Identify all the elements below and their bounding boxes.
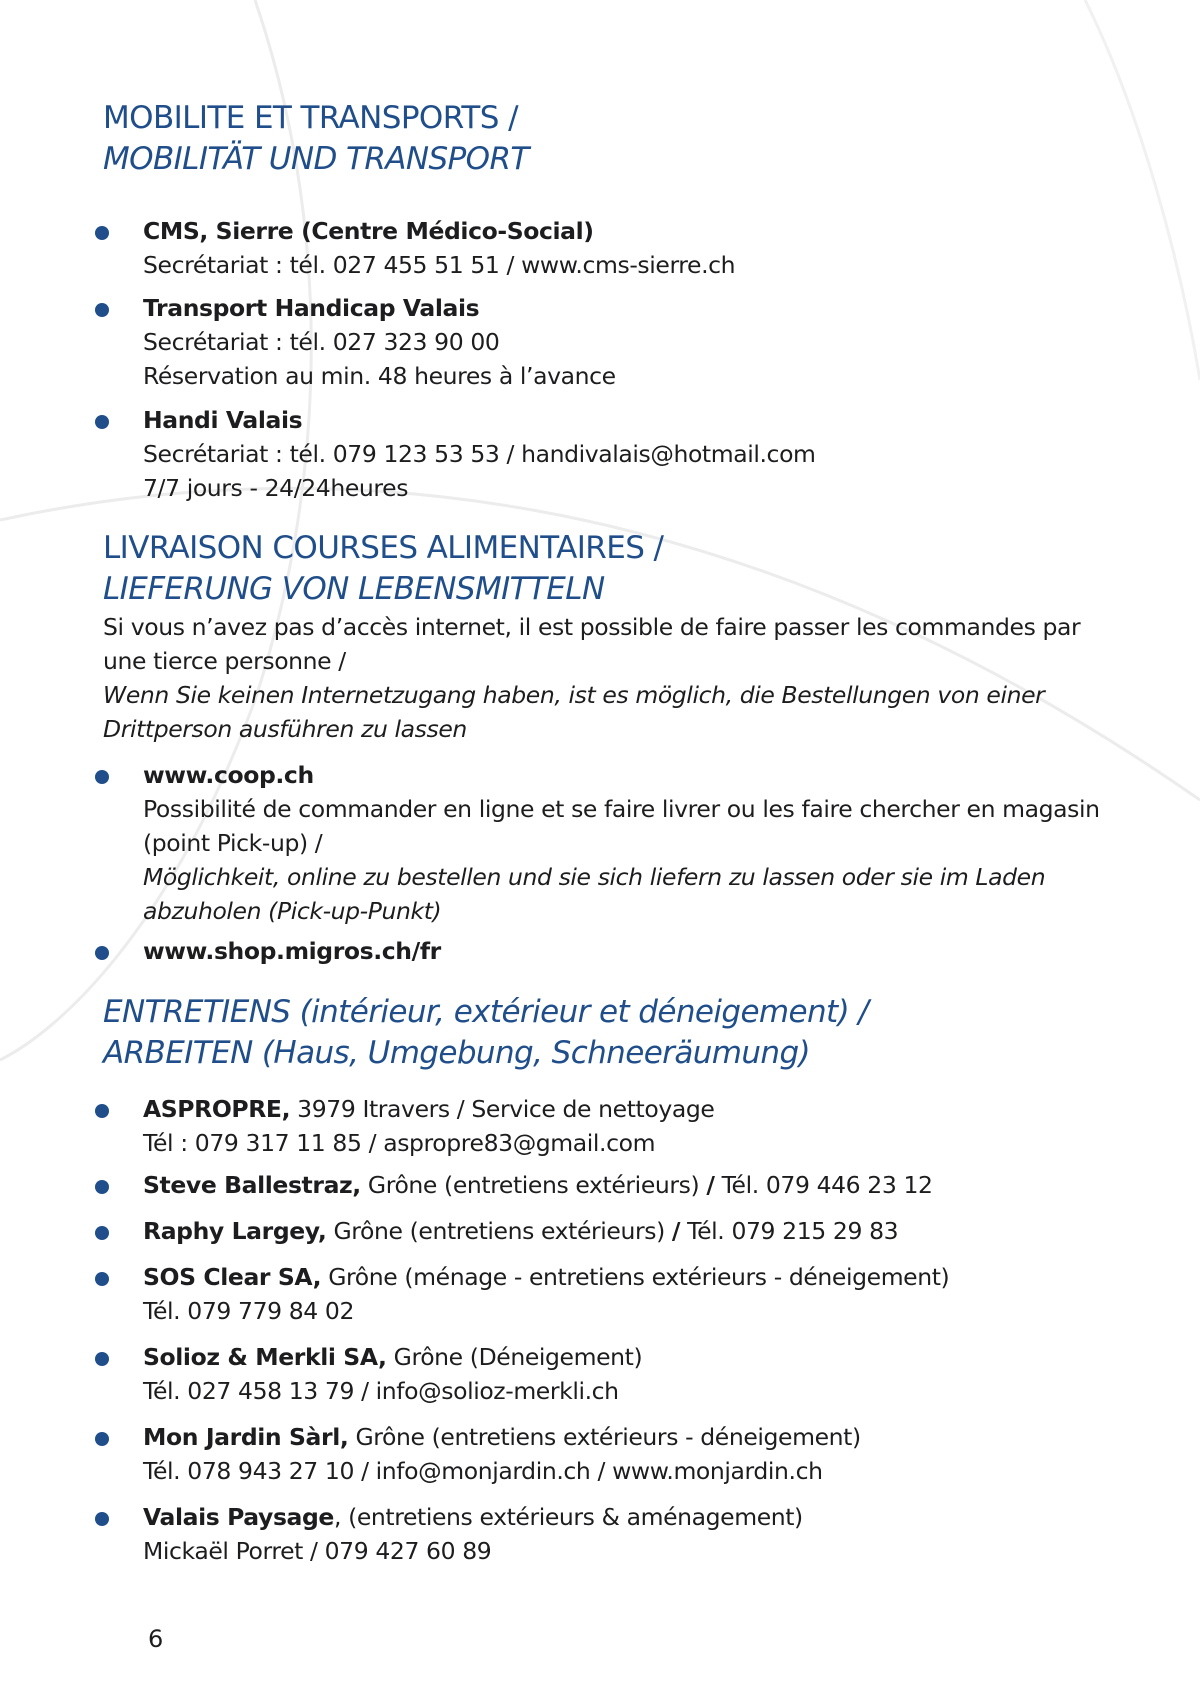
item-contact: Mickaël Porret / 079 427 60 89 <box>143 1537 492 1565</box>
heading-de: LIEFERUNG VON LEBENSMITTELN <box>103 571 605 607</box>
bullet-icon <box>95 226 109 240</box>
item-title: Transport Handicap Valais <box>143 294 480 322</box>
list-item <box>0 1092 1200 1160</box>
separator: / <box>706 1171 715 1199</box>
item-desc: Grône (entretiens extérieurs) <box>326 1217 672 1245</box>
list-item <box>0 1260 1200 1328</box>
item-desc: Grône (ménage - entretiens extérieurs - déneigement) <box>321 1263 950 1291</box>
item-title: Mon Jardin Sàrl, <box>143 1423 349 1451</box>
list-item <box>0 1340 1200 1408</box>
list-item <box>0 291 1200 393</box>
list-item <box>0 403 1200 505</box>
item-contact: Secrétariat : tél. 027 323 90 00 <box>143 328 500 356</box>
section-intro <box>103 610 1103 746</box>
bullet-icon <box>95 415 109 429</box>
list-item <box>0 758 1200 928</box>
item-title: CMS, Sierre (Centre Médico-Social) <box>143 217 594 245</box>
item-text-fr: Possibilité de commander en ligne et se faire livrer ou les faire chercher en magasin (point Pick-up) / <box>143 795 1100 857</box>
bullet-icon <box>95 1432 109 1446</box>
item-phone: Tél. 079 215 29 83 <box>680 1217 899 1245</box>
bullet-icon <box>95 1104 109 1118</box>
list-item <box>0 934 1200 968</box>
bullet-icon <box>95 303 109 317</box>
section-heading-maintenance <box>103 992 868 1074</box>
section-heading-mobility <box>103 98 529 180</box>
item-note: 7/7 jours - 24/24heures <box>143 474 409 502</box>
item-link-coop: www.coop.ch <box>143 761 314 789</box>
item-contact: Tél. 078 943 27 10 / info@monjardin.ch / www.monjardin.ch <box>143 1457 823 1485</box>
item-desc: Grône (entretiens extérieurs - déneigement) <box>348 1423 861 1451</box>
item-title: Steve Ballestraz, <box>143 1171 361 1199</box>
bullet-icon <box>95 770 109 784</box>
item-title: ASPROPRE, <box>143 1095 291 1123</box>
item-desc: 3979 Itravers / Service de nettoyage <box>290 1095 715 1123</box>
item-contact: Secrétariat : tél. 027 455 51 51 / www.cms-sierre.ch <box>143 251 736 279</box>
heading-fr: LIVRAISON COURSES ALIMENTAIRES / <box>103 530 664 566</box>
section-heading-delivery <box>103 528 663 610</box>
item-desc: Grône (Déneigement) <box>386 1343 643 1371</box>
item-title: Solioz & Merkli SA, <box>143 1343 387 1371</box>
item-desc: , (entretiens extérieurs & aménagement) <box>333 1503 803 1531</box>
bullet-icon <box>95 1226 109 1240</box>
item-title: Raphy Largey, <box>143 1217 327 1245</box>
separator: / <box>671 1217 681 1245</box>
bullet-icon <box>95 1272 109 1286</box>
item-desc: Grône (entretiens extérieurs) <box>360 1171 707 1199</box>
list-item <box>0 1500 1200 1568</box>
item-phone: Tél. 079 446 23 12 <box>714 1171 933 1199</box>
item-title: SOS Clear SA, <box>143 1263 322 1291</box>
intro-de: Wenn Sie keinen Internetzugang haben, ist es möglich, die Bestellungen von einer Drittperson ausführen zu lassen <box>103 681 1045 743</box>
item-text-de: Möglichkeit, online zu bestellen und sie sich liefern zu lassen oder sie im Laden abzuholen (Pick-up-Punkt) <box>143 863 1046 925</box>
heading-de: MOBILITÄT UND TRANSPORT <box>103 141 529 177</box>
item-title: Handi Valais <box>143 406 303 434</box>
page-number: 6 <box>148 1625 164 1653</box>
item-contact: Tél. 079 779 84 02 <box>143 1297 355 1325</box>
bullet-icon <box>95 946 109 960</box>
item-note: Réservation au min. 48 heures à l’avance <box>143 362 616 390</box>
bullet-icon <box>95 1180 109 1194</box>
intro-fr: Si vous n’avez pas d’accès internet, il est possible de faire passer les commandes par une tierce personne / <box>103 613 1081 675</box>
bullet-icon <box>95 1352 109 1366</box>
list-item <box>0 1420 1200 1488</box>
heading-fr: MOBILITE ET TRANSPORTS / <box>103 100 518 136</box>
bullet-icon <box>95 1512 109 1526</box>
heading-fr: ENTRETIENS (intérieur, extérieur et déneigement) / <box>103 994 869 1030</box>
list-item <box>0 1214 1200 1248</box>
heading-de: ARBEITEN (Haus, Umgebung, Schneeräumung) <box>103 1035 811 1071</box>
list-item <box>0 214 1200 282</box>
item-contact: Tél. 027 458 13 79 / info@solioz-merkli.ch <box>143 1377 619 1405</box>
list-item <box>0 1168 1200 1202</box>
item-contact: Tél : 079 317 11 85 / aspropre83@gmail.com <box>143 1129 656 1157</box>
item-contact: Secrétariat : tél. 079 123 53 53 / handivalais@hotmail.com <box>143 440 816 468</box>
item-title: Valais Paysage <box>143 1503 334 1531</box>
item-link-migros: www.shop.migros.ch/fr <box>143 937 441 965</box>
